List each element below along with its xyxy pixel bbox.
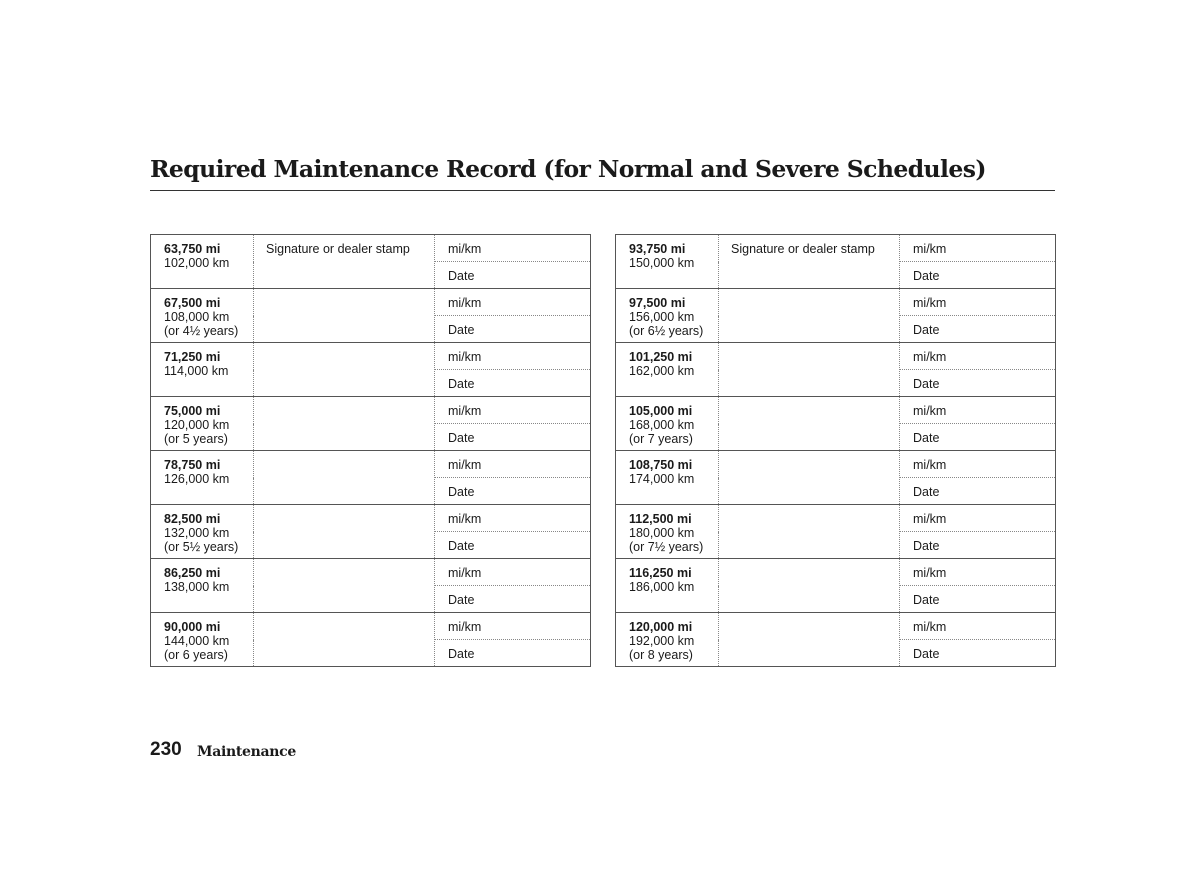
mileage-entry-cell[interactable] (900, 559, 1056, 586)
mileage-entry-cell[interactable] (435, 451, 591, 478)
interval-miles: 78,750 mi (164, 458, 221, 472)
interval-cell (151, 451, 254, 505)
mileage-entry-cell[interactable] (435, 343, 591, 370)
interval-cell (151, 397, 254, 451)
mileage-entry-cell[interactable] (435, 289, 591, 316)
date-entry-cell[interactable] (900, 370, 1056, 397)
signature-cell[interactable] (254, 289, 435, 343)
interval-years: (or 4½ years) (164, 324, 239, 338)
interval-km: 132,000 km (164, 526, 230, 540)
date-entry-cell[interactable] (435, 316, 591, 343)
interval-km: 120,000 km (164, 418, 230, 432)
date-entry-cell[interactable] (435, 640, 591, 667)
interval-miles: 75,000 mi (164, 404, 221, 418)
interval-cell (616, 289, 719, 343)
interval-cell (616, 559, 719, 613)
mileage-label: mi/km (913, 242, 947, 256)
record-row (151, 559, 591, 586)
interval-cell (616, 613, 719, 667)
record-row (151, 397, 591, 424)
interval-years: (or 7 years) (629, 432, 693, 446)
date-label: Date (913, 647, 940, 661)
mileage-label: mi/km (448, 242, 482, 256)
signature-cell[interactable] (719, 451, 900, 505)
mileage-entry-cell[interactable] (900, 343, 1056, 370)
date-entry-cell[interactable] (435, 478, 591, 505)
title-divider (150, 190, 1055, 191)
date-entry-cell[interactable] (900, 316, 1056, 343)
signature-cell[interactable] (254, 613, 435, 667)
interval-cell (151, 289, 254, 343)
signature-cell[interactable] (719, 235, 900, 289)
mileage-entry-cell[interactable] (900, 235, 1056, 262)
record-row (151, 505, 591, 532)
interval-years: (or 5 years) (164, 432, 228, 446)
interval-cell (151, 235, 254, 289)
interval-years: (or 5½ years) (164, 540, 239, 554)
date-entry-cell[interactable] (435, 424, 591, 451)
interval-cell (151, 343, 254, 397)
date-label: Date (448, 269, 475, 283)
date-label: Date (913, 431, 940, 445)
date-entry-cell[interactable] (435, 370, 591, 397)
signature-cell[interactable] (719, 289, 900, 343)
signature-cell[interactable] (254, 559, 435, 613)
record-row (151, 235, 591, 262)
interval-years: (or 6½ years) (629, 324, 704, 338)
date-label: Date (913, 377, 940, 391)
signature-cell[interactable] (719, 613, 900, 667)
mileage-entry-cell[interactable] (900, 505, 1056, 532)
interval-km: 102,000 km (164, 256, 230, 270)
interval-km: 144,000 km (164, 634, 230, 648)
record-row (616, 235, 1056, 262)
record-row (616, 397, 1056, 424)
interval-km: 114,000 km (164, 364, 229, 378)
mileage-entry-cell[interactable] (435, 397, 591, 424)
mileage-label: mi/km (913, 404, 947, 418)
date-label: Date (448, 593, 475, 607)
mileage-entry-cell[interactable] (900, 613, 1056, 640)
record-row (616, 613, 1056, 640)
maintenance-record-table-left (150, 234, 591, 667)
signature-cell[interactable] (254, 505, 435, 559)
interval-cell (616, 397, 719, 451)
date-label: Date (448, 431, 475, 445)
mileage-entry-cell[interactable] (435, 235, 591, 262)
record-row (616, 559, 1056, 586)
mileage-label: mi/km (913, 350, 947, 364)
mileage-entry-cell[interactable] (900, 289, 1056, 316)
interval-miles: 97,500 mi (629, 296, 686, 310)
record-row (151, 343, 591, 370)
interval-miles: 67,500 mi (164, 296, 221, 310)
signature-label: Signature or dealer stamp (266, 242, 410, 256)
interval-years: (or 8 years) (629, 648, 693, 662)
interval-km: 126,000 km (164, 472, 230, 486)
date-label: Date (448, 323, 475, 337)
interval-km: 150,000 km (629, 256, 695, 270)
date-entry-cell[interactable] (900, 424, 1056, 451)
maintenance-record-table-right (615, 234, 1056, 667)
interval-cell (616, 235, 719, 289)
interval-miles: 105,000 mi (629, 404, 693, 418)
interval-km: 192,000 km (629, 634, 695, 648)
interval-km: 108,000 km (164, 310, 230, 324)
signature-label: Signature or dealer stamp (731, 242, 875, 256)
date-entry-cell[interactable] (900, 640, 1056, 667)
signature-cell[interactable] (254, 235, 435, 289)
interval-cell (151, 559, 254, 613)
interval-miles: 120,000 mi (629, 620, 693, 634)
record-row (616, 505, 1056, 532)
record-row (616, 289, 1056, 316)
date-entry-cell[interactable] (900, 478, 1056, 505)
mileage-label: mi/km (448, 350, 482, 364)
mileage-label: mi/km (448, 620, 482, 634)
date-label: Date (448, 377, 475, 391)
record-row (616, 451, 1056, 478)
mileage-entry-cell[interactable] (435, 559, 591, 586)
interval-miles: 93,750 mi (629, 242, 686, 256)
date-label: Date (448, 485, 475, 499)
interval-cell (151, 505, 254, 559)
record-row (151, 613, 591, 640)
date-entry-cell[interactable] (435, 532, 591, 559)
mileage-label: mi/km (913, 512, 947, 526)
interval-km: 162,000 km (629, 364, 695, 378)
record-row (151, 289, 591, 316)
signature-cell[interactable] (254, 451, 435, 505)
record-row (616, 343, 1056, 370)
interval-km: 180,000 km (629, 526, 695, 540)
signature-cell[interactable] (254, 343, 435, 397)
signature-cell[interactable] (719, 397, 900, 451)
section-name: Maintenance (197, 744, 296, 760)
mileage-label: mi/km (448, 458, 482, 472)
date-entry-cell[interactable] (900, 586, 1056, 613)
date-entry-cell[interactable] (435, 586, 591, 613)
mileage-label: mi/km (448, 296, 482, 310)
interval-years: (or 6 years) (164, 648, 228, 662)
signature-cell[interactable] (719, 505, 900, 559)
mileage-entry-cell[interactable] (900, 451, 1056, 478)
interval-cell (616, 343, 719, 397)
signature-cell[interactable] (254, 397, 435, 451)
interval-miles: 108,750 mi (629, 458, 693, 472)
interval-cell (616, 451, 719, 505)
interval-cell (151, 613, 254, 667)
date-label: Date (913, 485, 940, 499)
interval-km: 156,000 km (629, 310, 695, 324)
date-label: Date (913, 269, 940, 283)
interval-miles: 90,000 mi (164, 620, 221, 634)
interval-km: 174,000 km (629, 472, 695, 486)
interval-miles: 71,250 mi (164, 350, 221, 364)
interval-miles: 112,500 mi (629, 512, 692, 526)
page-number: 230 (150, 739, 182, 760)
interval-km: 168,000 km (629, 418, 695, 432)
signature-cell[interactable] (719, 343, 900, 397)
interval-miles: 101,250 mi (629, 350, 693, 364)
mileage-label: mi/km (448, 512, 482, 526)
mileage-label: mi/km (913, 458, 947, 472)
date-label: Date (913, 323, 940, 337)
interval-km: 138,000 km (164, 580, 230, 594)
mileage-label: mi/km (913, 620, 947, 634)
mileage-label: mi/km (913, 566, 947, 580)
date-label: Date (448, 539, 475, 553)
mileage-entry-cell[interactable] (435, 505, 591, 532)
date-label: Date (448, 647, 475, 661)
page-title: Required Maintenance Record (for Normal and Severe Schedules) (150, 155, 986, 183)
interval-cell (616, 505, 719, 559)
date-entry-cell[interactable] (900, 532, 1056, 559)
interval-km: 186,000 km (629, 580, 695, 594)
date-entry-cell[interactable] (435, 262, 591, 289)
interval-miles: 82,500 mi (164, 512, 221, 526)
date-entry-cell[interactable] (900, 262, 1056, 289)
signature-cell[interactable] (719, 559, 900, 613)
mileage-label: mi/km (448, 404, 482, 418)
interval-miles: 116,250 mi (629, 566, 692, 580)
date-label: Date (913, 539, 940, 553)
mileage-entry-cell[interactable] (900, 397, 1056, 424)
interval-miles: 86,250 mi (164, 566, 221, 580)
mileage-label: mi/km (913, 296, 947, 310)
record-row (151, 451, 591, 478)
mileage-entry-cell[interactable] (435, 613, 591, 640)
interval-miles: 63,750 mi (164, 242, 221, 256)
mileage-label: mi/km (448, 566, 482, 580)
interval-years: (or 7½ years) (629, 540, 704, 554)
date-label: Date (913, 593, 940, 607)
